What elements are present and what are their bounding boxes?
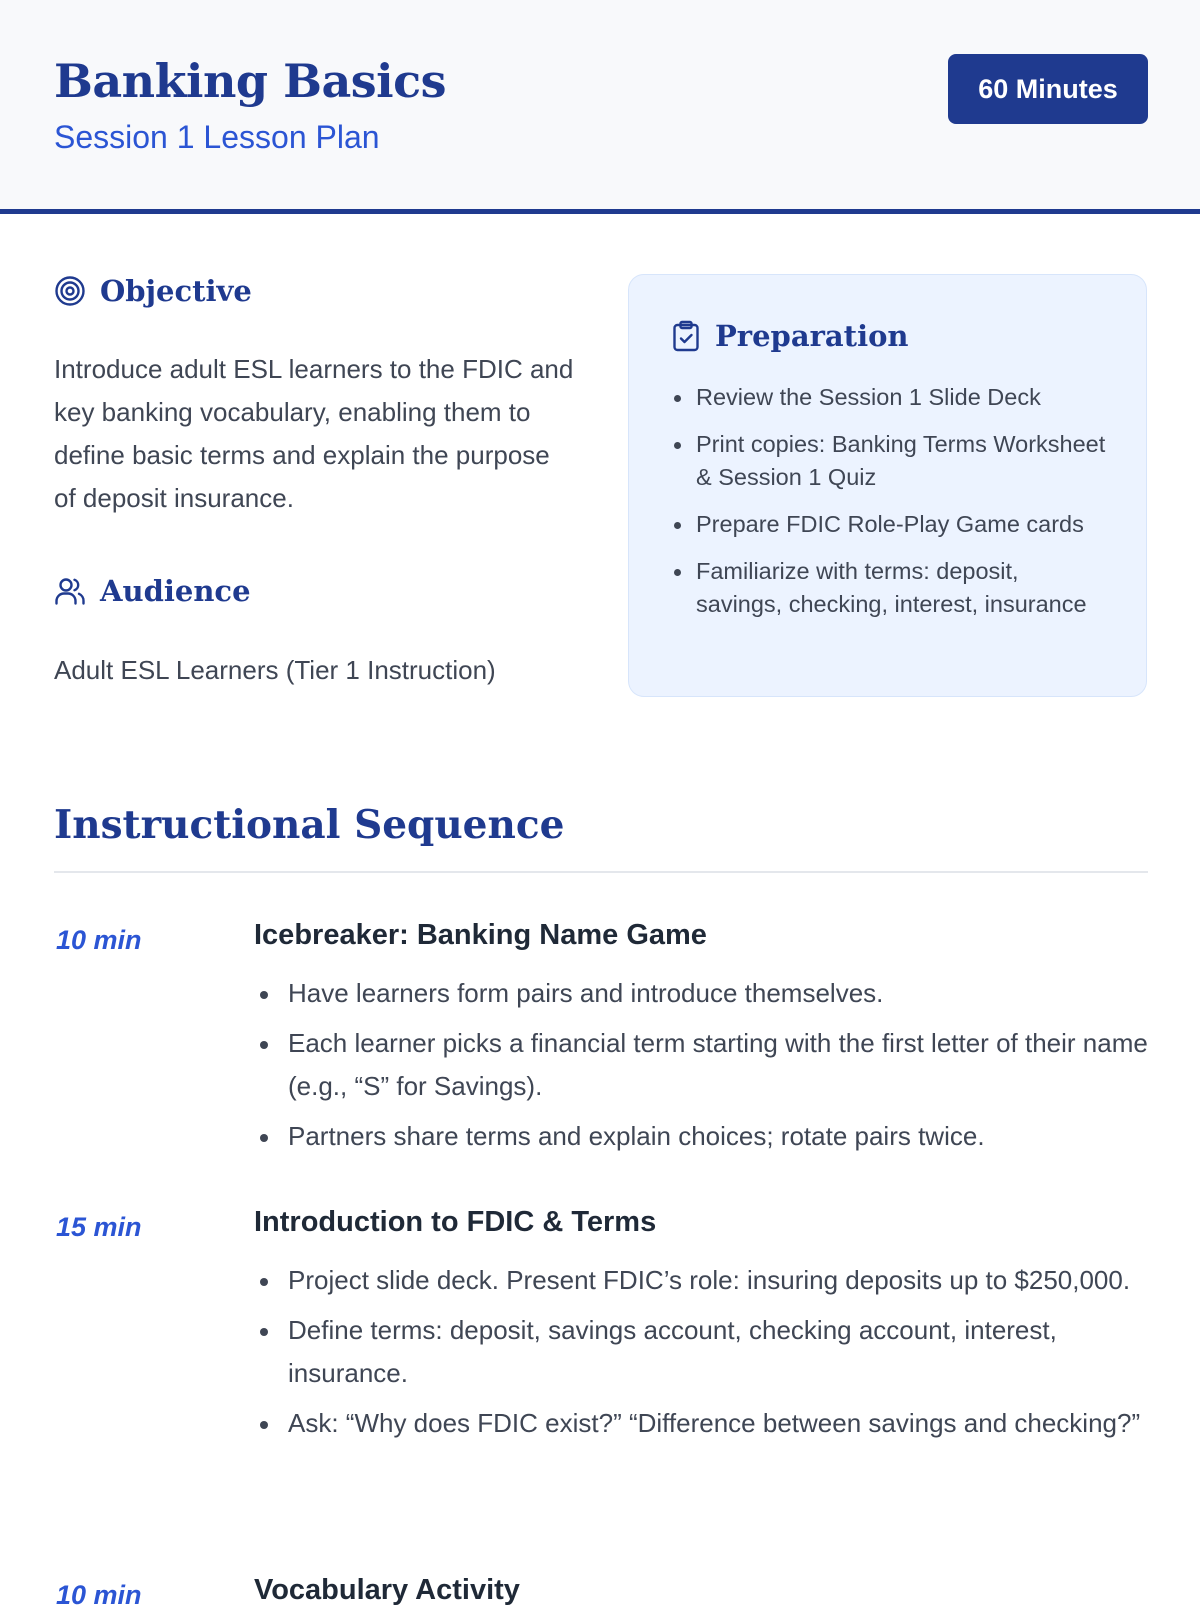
list-item: Each learner picks a financial term starting with the first letter of their name (e.g., “S” for Savings). — [254, 1022, 1148, 1108]
section-divider — [54, 871, 1148, 873]
list-item: Project slide deck. Present FDIC’s role: insuring deposits up to $250,000. — [254, 1259, 1148, 1302]
clipboard-check-icon — [671, 320, 701, 352]
sequence-title: Instructional Sequence — [54, 802, 565, 848]
step-title: Introduction to FDIC & Terms — [254, 1206, 657, 1238]
page-title: Banking Basics — [54, 54, 447, 108]
step-activity-list — [254, 972, 1148, 1165]
step-activity-list — [254, 1259, 1148, 1452]
list-item: Ask: “Why does FDIC exist?” “Difference between savings and checking?” — [254, 1402, 1148, 1445]
objective-text: Introduce adult ESL learners to the FDIC and key banking vocabulary, enabling them to define basic terms and explain the purpose of deposit insurance. — [54, 354, 574, 513]
page-subtitle: Session 1 Lesson Plan — [54, 119, 380, 155]
list-item: Print copies: Banking Terms Worksheet & Session 1 Quiz — [671, 428, 1111, 494]
list-item: Review the Session 1 Slide Deck — [671, 381, 1111, 414]
audience-heading-label: Audience — [100, 574, 251, 608]
objective-heading-label: Objective — [100, 274, 252, 308]
step-duration: 10 min — [56, 1580, 142, 1610]
audience-heading — [54, 574, 251, 608]
duration-badge: 60 Minutes — [948, 54, 1148, 124]
preparation-card — [628, 274, 1147, 697]
preparation-heading-label: Preparation — [715, 319, 909, 353]
page-header — [0, 0, 1200, 214]
audience-text: Adult ESL Learners (Tier 1 Instruction) — [54, 655, 496, 685]
list-item: Familiarize with terms: deposit, savings, checking, interest, insurance — [671, 555, 1111, 621]
target-icon — [54, 275, 86, 307]
preparation-heading — [671, 319, 909, 353]
list-item: Have learners form pairs and introduce themselves. — [254, 972, 1148, 1015]
users-icon — [54, 575, 86, 607]
list-item: Partners share terms and explain choices; rotate pairs twice. — [254, 1115, 1148, 1158]
step-title: Icebreaker: Banking Name Game — [254, 919, 707, 951]
list-item: Prepare FDIC Role-Play Game cards — [671, 508, 1111, 541]
step-title: Vocabulary Activity — [254, 1574, 520, 1606]
step-duration: 10 min — [56, 925, 142, 955]
list-item: Define terms: deposit, savings account, checking account, interest, insurance. — [254, 1309, 1148, 1395]
step-duration: 15 min — [56, 1212, 142, 1242]
objective-heading — [54, 274, 252, 308]
preparation-list — [671, 381, 1111, 635]
